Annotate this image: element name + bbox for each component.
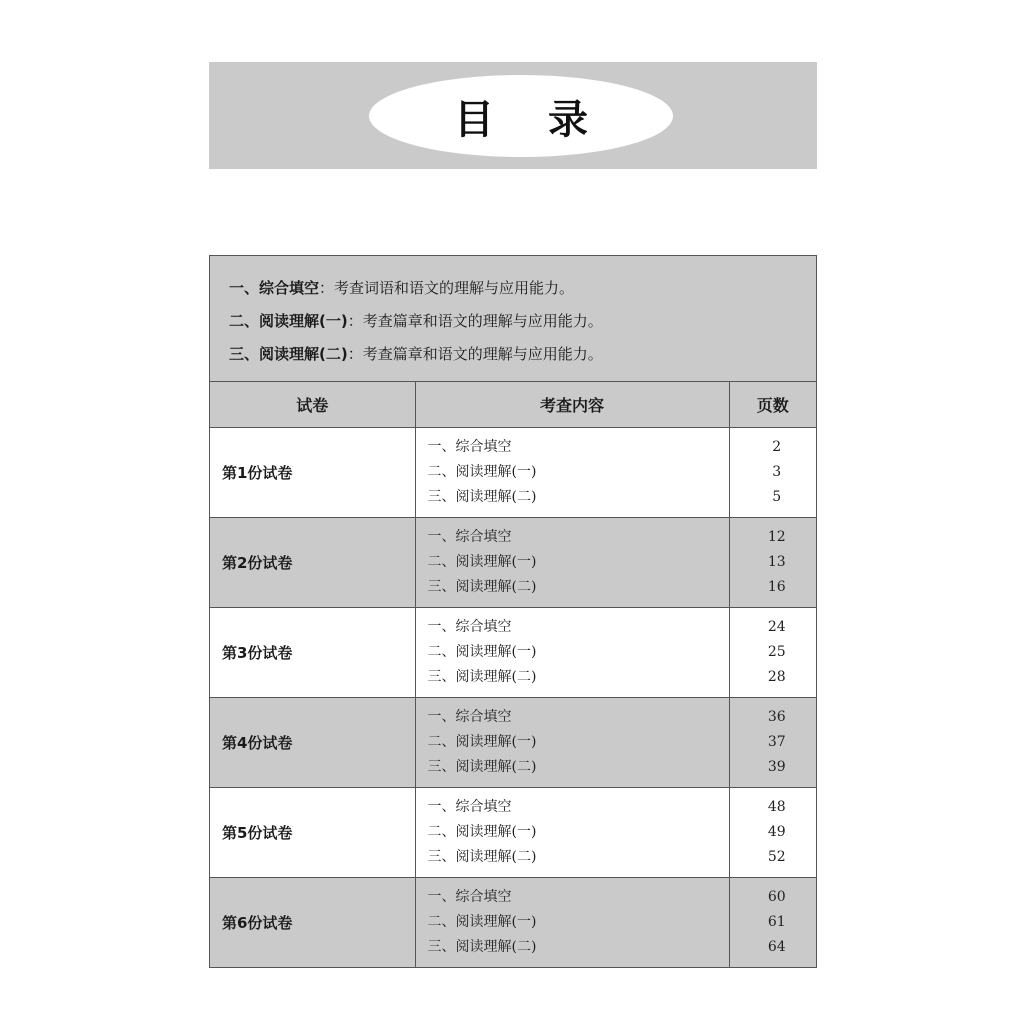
page-number: 3 [772, 464, 782, 480]
content-cell [415, 518, 729, 608]
content-item: 一、综合填空 [427, 799, 512, 815]
contents-table [210, 382, 816, 967]
page-number: 61 [767, 914, 786, 930]
contents-box [209, 255, 817, 968]
content-item: 一、综合填空 [427, 439, 512, 455]
page-number: 52 [767, 849, 786, 865]
paper-name: 第2份试卷 [210, 518, 415, 608]
table-row [210, 608, 816, 698]
page-number: 60 [767, 889, 786, 905]
paper-name: 第1份试卷 [210, 428, 415, 518]
page-number: 12 [767, 529, 786, 545]
page-title: 目 录 [454, 96, 608, 143]
content-cell [415, 698, 729, 788]
intro-desc: ：考查词语和语文的理解与应用能力。 [319, 279, 575, 297]
content-item: 一、综合填空 [427, 529, 512, 545]
page-number: 49 [767, 824, 786, 840]
table-row [210, 878, 816, 968]
table-row [210, 518, 816, 608]
paper-name: 第5份试卷 [210, 788, 415, 878]
content-cell [415, 878, 729, 968]
pages-cell [729, 608, 816, 698]
content-cell [415, 788, 729, 878]
content-item: 三、阅读理解(二) [427, 849, 537, 865]
page-number: 25 [767, 644, 786, 660]
pages-cell [729, 788, 816, 878]
pages-cell [729, 518, 816, 608]
page-number: 39 [767, 759, 786, 775]
page-number: 48 [767, 799, 786, 815]
content-item: 二、阅读理解(一) [427, 554, 537, 570]
content-item: 二、阅读理解(一) [427, 824, 537, 840]
intro-desc: ：考查篇章和语文的理解与应用能力。 [347, 312, 603, 330]
intro-section [210, 256, 816, 382]
content-item: 二、阅读理解(一) [427, 644, 537, 660]
content-cell [415, 608, 729, 698]
intro-desc: ：考查篇章和语文的理解与应用能力。 [347, 345, 603, 363]
intro-label: 二、阅读理解(一) [229, 312, 348, 330]
content-cell [415, 428, 729, 518]
page-number: 5 [772, 489, 782, 505]
content-item: 二、阅读理解(一) [427, 914, 537, 930]
paper-name: 第6份试卷 [210, 878, 415, 968]
table-row [210, 428, 816, 518]
title-banner [209, 62, 817, 169]
content-item: 三、阅读理解(二) [427, 489, 537, 505]
content-item: 三、阅读理解(二) [427, 669, 537, 685]
paper-name: 第3份试卷 [210, 608, 415, 698]
page-number: 24 [767, 619, 786, 635]
intro-label: 一、综合填空 [229, 279, 320, 297]
table-header-row [210, 382, 816, 428]
header-pages: 页数 [729, 382, 816, 428]
table-row [210, 788, 816, 878]
page-number: 36 [767, 709, 786, 725]
page-number: 16 [767, 579, 786, 595]
table-row [210, 698, 816, 788]
intro-line [210, 272, 816, 305]
page-number: 64 [767, 939, 786, 955]
page-number: 28 [767, 669, 786, 685]
header-content: 考查内容 [415, 382, 729, 428]
content-item: 二、阅读理解(一) [427, 734, 537, 750]
pages-cell [729, 878, 816, 968]
title-ellipse [369, 75, 673, 157]
page-number: 13 [767, 554, 786, 570]
paper-name: 第4份试卷 [210, 698, 415, 788]
content-item: 三、阅读理解(二) [427, 939, 537, 955]
content-item: 一、综合填空 [427, 619, 512, 635]
header-paper: 试卷 [210, 382, 415, 428]
content-item: 三、阅读理解(二) [427, 759, 537, 775]
content-item: 一、综合填空 [427, 889, 512, 905]
intro-label: 三、阅读理解(二) [229, 345, 348, 363]
content-item: 一、综合填空 [427, 709, 512, 725]
intro-line [210, 338, 816, 371]
pages-cell [729, 698, 816, 788]
page-number: 2 [772, 439, 782, 455]
content-item: 二、阅读理解(一) [427, 464, 537, 480]
page-number: 37 [767, 734, 786, 750]
content-item: 三、阅读理解(二) [427, 579, 537, 595]
intro-line [210, 305, 816, 338]
pages-cell [729, 428, 816, 518]
